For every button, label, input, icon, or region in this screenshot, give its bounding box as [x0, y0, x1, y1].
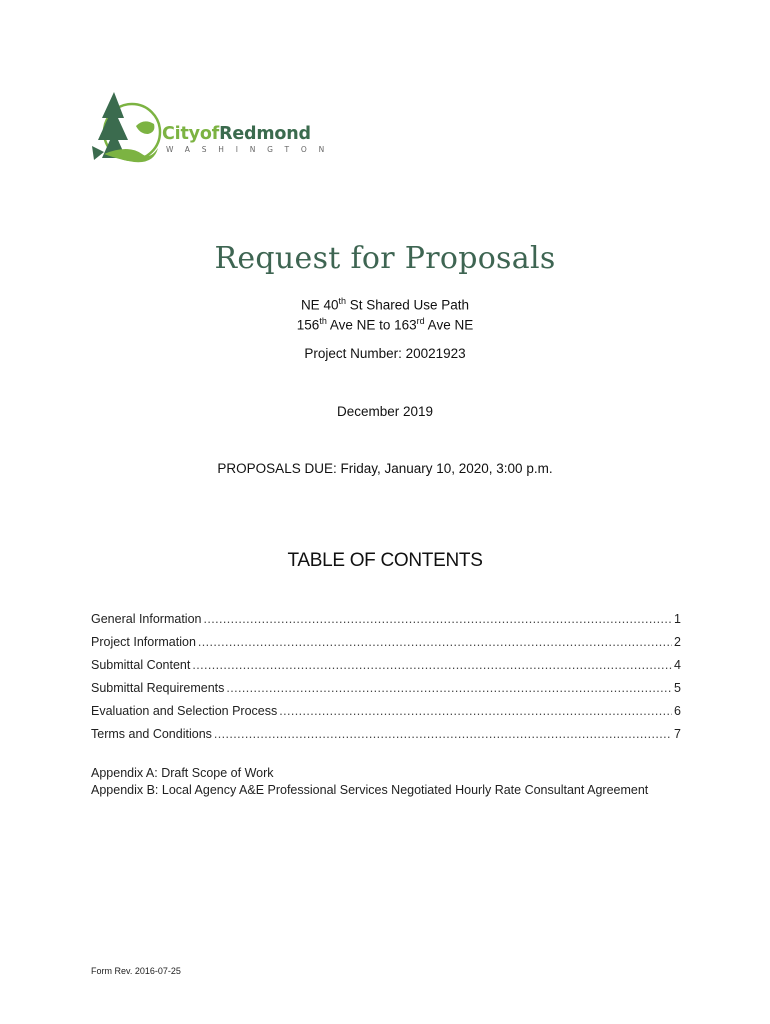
- toc-leader-dots: [192, 658, 672, 672]
- toc-entry[interactable]: [91, 658, 681, 681]
- project-line1-pre: NE 40: [300, 297, 339, 313]
- toc-leader-dots: [279, 704, 672, 718]
- project-name-line: [0, 296, 770, 313]
- toc-entry-page: 2: [674, 635, 681, 649]
- toc-leader-dots: [214, 727, 672, 741]
- toc-entry-page: 1: [674, 612, 681, 626]
- toc-entry[interactable]: [91, 681, 681, 704]
- toc-entry-label: Submittal Requirements: [91, 681, 225, 695]
- form-revision-footer: Form Rev. 2016-07-25: [91, 966, 181, 976]
- logo-state: WASHINGTON: [166, 145, 336, 154]
- toc-entry[interactable]: [91, 612, 681, 635]
- project-line2-a-sup: th: [319, 316, 327, 326]
- logo-city-redmond: Redmond: [219, 124, 311, 144]
- toc-leader-dots: [226, 681, 672, 695]
- appendix-b: Appendix B: Local Agency A&E Professional Services Negotiated Hourly Rate Consultant Agreement: [91, 783, 649, 797]
- toc-entry-page: 5: [674, 681, 681, 695]
- toc-entry-label: Project Information: [91, 635, 196, 649]
- document-title: Request for Proposals: [214, 241, 556, 276]
- project-number-line: [0, 346, 770, 361]
- project-line1-post: St Shared Use Path: [345, 297, 470, 313]
- project-limits-line: [0, 316, 770, 333]
- project-number-value: 20021923: [401, 346, 466, 361]
- project-line2-b-sup: rd: [416, 316, 425, 326]
- project-line1-sup: th: [338, 296, 346, 306]
- appendix-a: Appendix A: Draft Scope of Work: [91, 766, 274, 780]
- toc-entry-label: Terms and Conditions: [91, 727, 212, 741]
- toc-entry[interactable]: [91, 704, 681, 727]
- toc-heading: TABLE OF CONTENTS: [287, 550, 483, 571]
- city-of-redmond-logo: [84, 88, 336, 172]
- table-of-contents: [91, 612, 681, 750]
- toc-entry-page: 7: [674, 727, 681, 741]
- toc-entry-label: General Information: [91, 612, 202, 626]
- project-number-label: Project Number:: [304, 346, 402, 361]
- toc-leader-dots: [198, 635, 672, 649]
- tree-logo-icon: [84, 88, 164, 168]
- toc-entry[interactable]: [91, 635, 681, 658]
- logo-city-prefix: Cityof: [162, 124, 220, 144]
- toc-entry-page: 4: [674, 658, 681, 672]
- toc-entry-label: Submittal Content: [91, 658, 191, 672]
- project-line2-c: Ave NE: [424, 317, 474, 333]
- toc-entry-page: 6: [674, 704, 681, 718]
- toc-entry[interactable]: [91, 727, 681, 750]
- project-line2-a: 156: [296, 317, 320, 333]
- proposals-due: PROPOSALS DUE: Friday, January 10, 2020, 3:00 p.m.: [217, 461, 553, 476]
- toc-leader-dots: [203, 612, 672, 626]
- toc-entry-label: Evaluation and Selection Process: [91, 704, 278, 718]
- issue-date: December 2019: [336, 404, 434, 419]
- project-line2-b: Ave NE to 163: [326, 317, 417, 333]
- logo-city-name: [162, 124, 311, 144]
